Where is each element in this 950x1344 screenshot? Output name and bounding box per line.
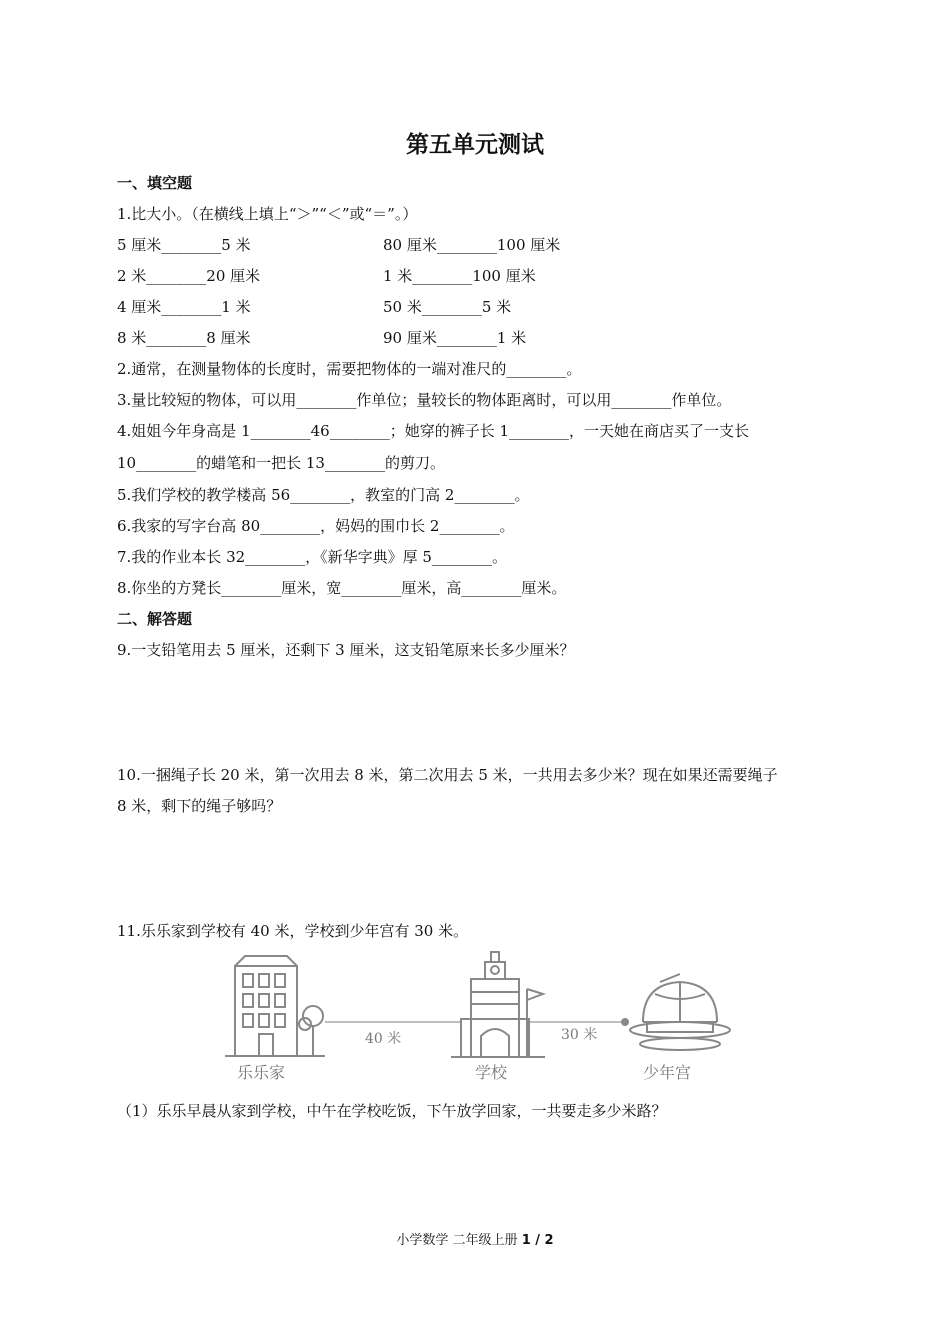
question-11-part-1: （1）乐乐早晨从家到学校，中午在学校吃饭，下午放学回家，一共要走多少米路？: [117, 1102, 667, 1120]
question-10-line-1: 10.一捆绳子长 20 米，第一次用去 8 米，第二次用去 5 米，一共用去多少米？现在如果还需要绳子: [117, 766, 778, 784]
page-footer: [0, 1229, 950, 1248]
youth-palace-icon: [622, 974, 730, 1050]
compare-item: 50 米________5 米: [383, 298, 512, 316]
school-label: 学校: [475, 1063, 508, 1082]
compare-item: 4 厘米________1 米: [117, 298, 251, 316]
section-heading-solve: 二、解答题: [117, 610, 193, 628]
question-4-line-2: 10________的蜡笔和一把长 13________的剪刀。: [117, 454, 445, 472]
distance-label-40: 40 米: [365, 1031, 402, 1047]
page-title: 第五单元测试: [406, 132, 544, 158]
compare-item: 5 厘米________5 米: [117, 236, 251, 254]
question-10-line-2: 8 米，剩下的绳子够吗？: [117, 797, 282, 815]
compare-item: 8 米________8 厘米: [117, 329, 251, 347]
question-9: 9.一支铅笔用去 5 厘米，还剩下 3 厘米，这支铅笔原来长多少厘米？: [117, 641, 575, 659]
route-illustration: [225, 944, 735, 1084]
question-4-line-1: 4.姐姐今年身高是 1________46________；她穿的裤子长 1________，一天她在商店买了一支长: [117, 422, 750, 440]
compare-item: 90 厘米________1 米: [383, 329, 527, 347]
section-heading-fill-blank: 一、填空题: [117, 174, 193, 192]
question-7: 7.我的作业本长 32________，《新华字典》厚 5________。: [117, 548, 507, 566]
question-3: 3.量比较短的物体，可以用________作单位；量较长的物体距离时，可以用________作单位。: [117, 391, 732, 409]
apartment-building-icon: [225, 956, 325, 1056]
compare-item: 2 米________20 厘米: [117, 267, 261, 285]
question-5: 5.我们学校的教学楼高 56________，教室的门高 2________。: [117, 486, 530, 504]
distance-label-30: 30 米: [561, 1027, 598, 1043]
school-building-icon: [451, 952, 545, 1057]
question-2: 2.通常，在测量物体的长度时，需要把物体的一端对准尺的________。: [117, 360, 582, 378]
question-6: 6.我家的写字台高 80________，妈妈的围巾长 2________。: [117, 517, 515, 535]
footer-page-number: 1 / 2: [521, 1233, 554, 1248]
question-11: 11.乐乐家到学校有 40 米，学校到少年宫有 30 米。: [117, 922, 469, 940]
footer-subject: 小学数学 二年级上册: [396, 1233, 518, 1248]
home-label: 乐乐家: [237, 1063, 286, 1082]
question-1: 1.比大小。（在横线上填上“＞”“＜”或“＝”。）: [117, 205, 418, 223]
question-8: 8.你坐的方凳长________厘米，宽________厘米，高________厘米。: [117, 579, 567, 597]
compare-item: 1 米________100 厘米: [383, 267, 536, 285]
compare-item: 80 厘米________100 厘米: [383, 236, 561, 254]
youth-palace-label: 少年宫: [643, 1063, 692, 1082]
